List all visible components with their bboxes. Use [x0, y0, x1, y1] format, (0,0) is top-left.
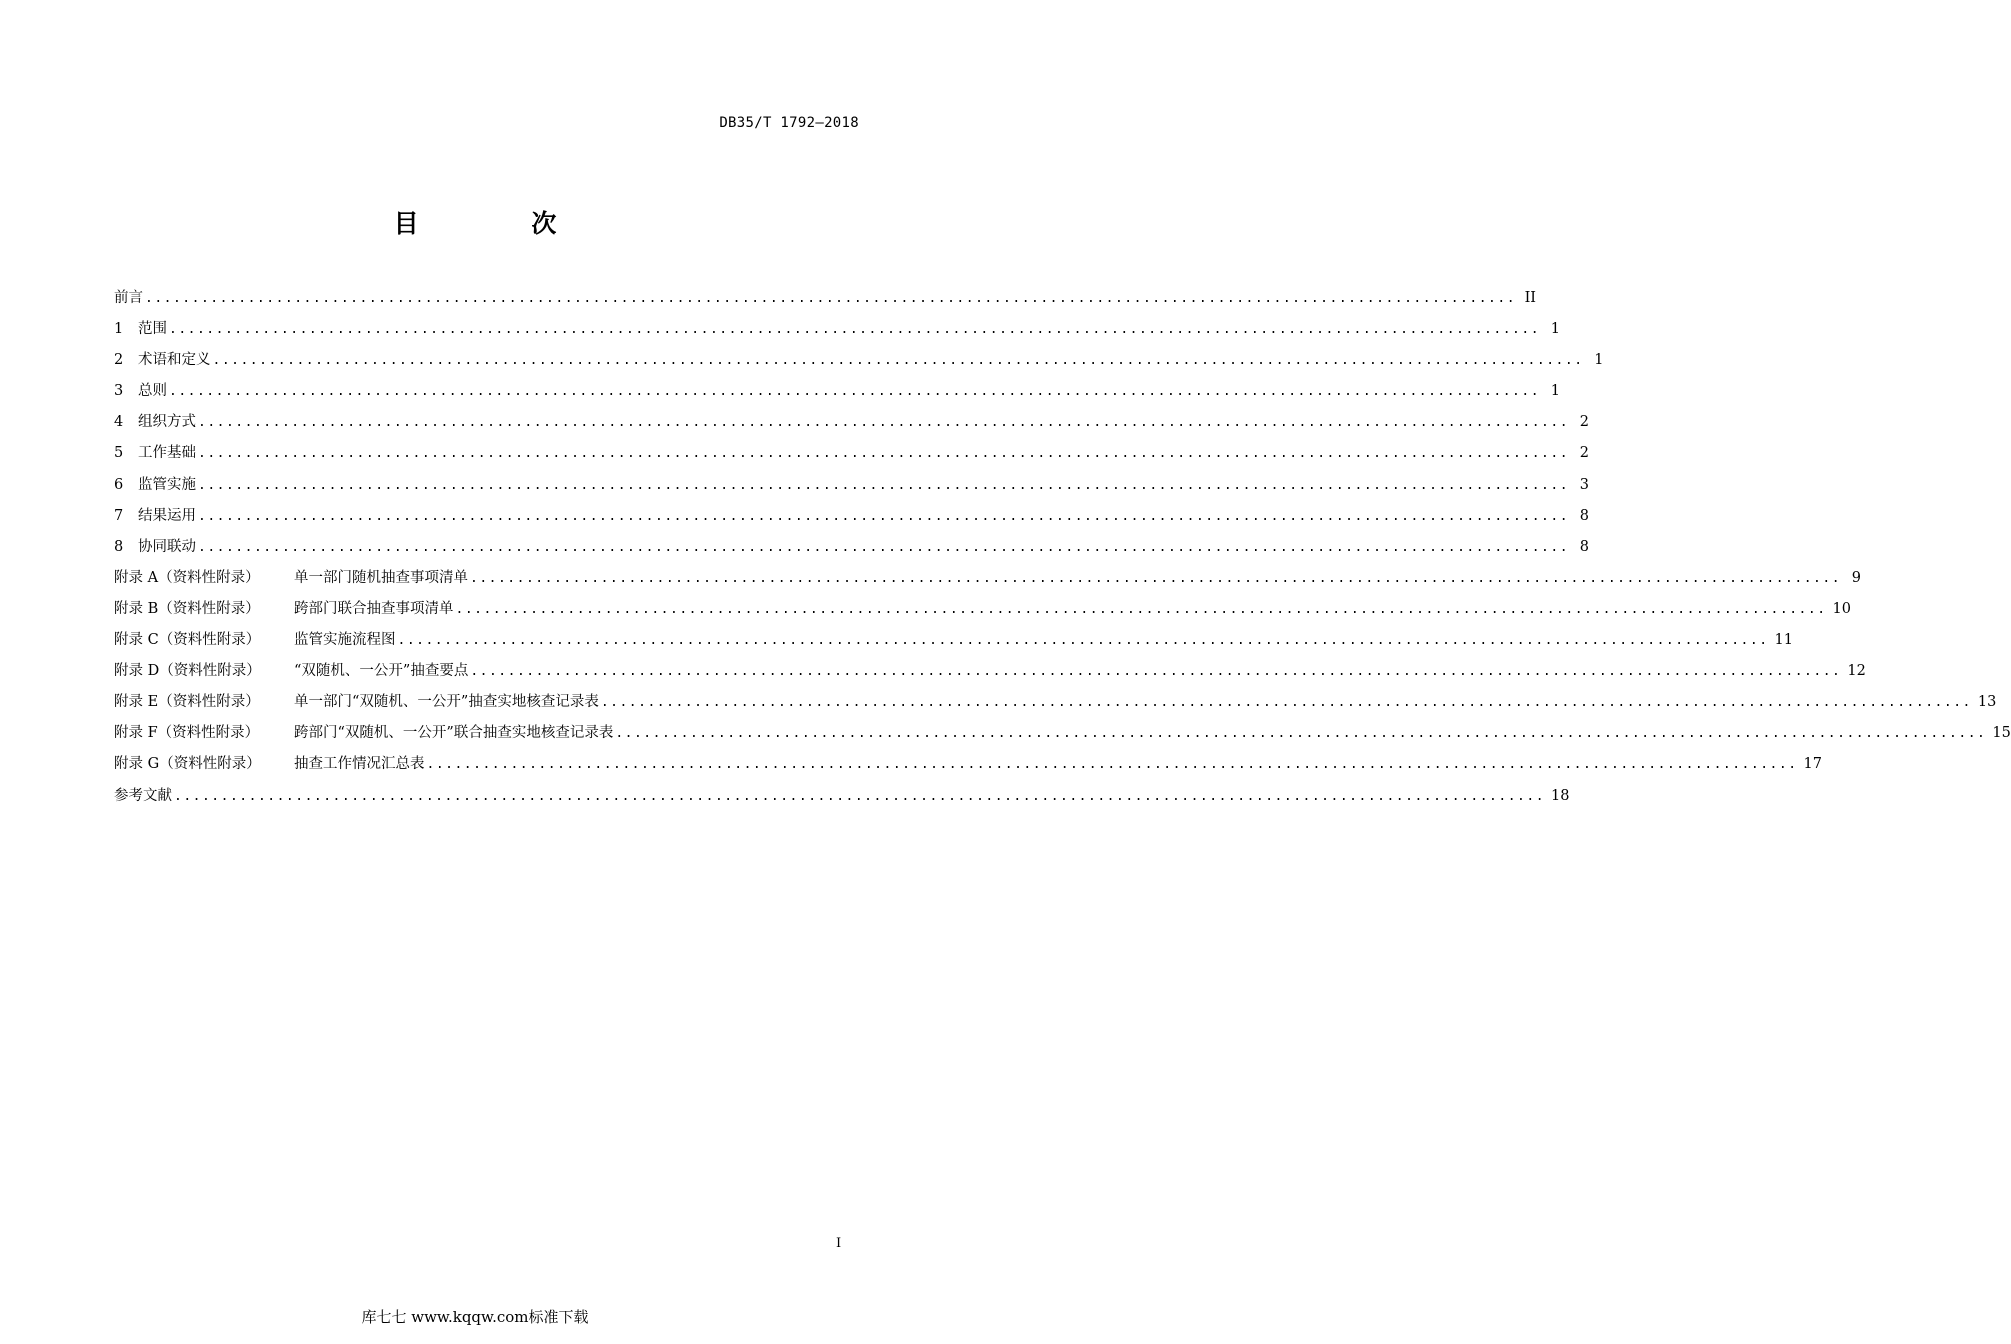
toc-entry-page: 2	[1579, 445, 1590, 462]
dot-leader: ...................................................................................................................................................	[174, 788, 1546, 804]
toc-entry-appendix-g[interactable]	[114, 749, 1822, 780]
dot-leader: ...................................................................................................................................................	[198, 446, 1570, 462]
toc-entry-page: 2	[1579, 414, 1590, 431]
toc-entry-number: 7	[114, 507, 124, 524]
toc-entry-number: 6	[114, 476, 124, 493]
toc-entry-title: 总则	[138, 383, 167, 400]
toc-entry-page: 8	[1579, 507, 1590, 524]
dot-leader: ...................................................................................................................................................	[615, 726, 1987, 742]
dot-leader: ...................................................................................................................................................	[198, 539, 1570, 555]
dot-leader: ...................................................................................................................................................	[169, 322, 1541, 338]
dot-leader: ...................................................................................................................................................	[145, 291, 1517, 306]
standard-code: DB35/T 1792—2018	[719, 115, 859, 131]
toc-entry-number: 8	[114, 538, 124, 555]
toc-entry-5[interactable]	[114, 438, 1590, 469]
toc-entry-appendix-b[interactable]	[114, 594, 1851, 625]
toc-appendix-label: 附录 B（资料性附录）	[114, 600, 260, 617]
toc-entry-title: 术语和定义	[138, 352, 211, 369]
page-number: I	[836, 1236, 842, 1251]
dot-leader: ...................................................................................................................................................	[600, 695, 1972, 711]
dot-leader: ...................................................................................................................................................	[455, 601, 1827, 617]
toc-appendix-label: 附录 C（资料性附录）	[114, 632, 261, 649]
toc-entry-page: 9	[1851, 569, 1862, 586]
toc-entry-page: 1	[1550, 321, 1561, 338]
toc-entry-7[interactable]	[114, 501, 1590, 532]
toc-entry-title: 单一部门随机抽查事项清单	[294, 569, 468, 586]
dot-leader: ...................................................................................................................................................	[198, 415, 1570, 431]
toc-entry-page: 18	[1551, 787, 1570, 804]
toc-entry-page: 10	[1832, 600, 1851, 617]
toc-entry-page: 15	[1992, 725, 2011, 742]
toc-appendix-label: 附录 G（资料性附录）	[114, 756, 261, 773]
toc-entry-title: 监管实施流程图	[294, 632, 396, 649]
dot-leader: ...................................................................................................................................................	[426, 757, 1798, 773]
toc-entry-page: 12	[1847, 663, 1866, 680]
toc-entry-title: 参考文献	[114, 787, 172, 804]
toc-entry-page: 1	[1550, 383, 1561, 400]
toc-entry-title: 跨部门“双随机、一公开”联合抽查实地核查记录表	[294, 725, 614, 742]
dot-leader: ...................................................................................................................................................	[198, 477, 1570, 493]
toc-entry-page: II	[1524, 290, 1537, 306]
table-of-contents	[114, 283, 2011, 812]
dot-leader: ...................................................................................................................................................	[397, 633, 1769, 649]
dot-leader: ...................................................................................................................................................	[212, 353, 1584, 369]
toc-entry-3[interactable]	[114, 376, 1561, 407]
toc-entry-1[interactable]	[114, 314, 1561, 345]
toc-entry-appendix-d[interactable]	[114, 656, 1866, 687]
dot-leader: ...................................................................................................................................................	[470, 664, 1842, 680]
toc-entry-number: 3	[114, 383, 124, 400]
footer-watermark: 库七七 www.kqqw.com标准下载	[361, 1308, 589, 1326]
toc-entry-title: 跨部门联合抽查事项清单	[294, 600, 454, 617]
toc-entry-4[interactable]	[114, 407, 1590, 438]
toc-entry-number: 5	[114, 445, 124, 462]
toc-entry-title: “双随机、一公开”抽查要点	[294, 663, 469, 680]
toc-entry-title: 范围	[138, 321, 167, 338]
toc-entry-page: 3	[1579, 476, 1590, 493]
toc-appendix-label: 附录 F（资料性附录）	[114, 725, 260, 742]
toc-entry-title: 抽查工作情况汇总表	[294, 756, 425, 773]
toc-entry-appendix-c[interactable]	[114, 625, 1793, 656]
toc-appendix-label: 附录 E（资料性附录）	[114, 694, 260, 711]
toc-entry-title: 结果运用	[138, 507, 196, 524]
toc-entry-8[interactable]	[114, 532, 1590, 563]
dot-leader: ...................................................................................................................................................	[169, 384, 1541, 400]
toc-appendix-label: 附录 A（资料性附录）	[114, 569, 260, 586]
toc-entry-title: 单一部门“双随机、一公开”抽查实地核查记录表	[294, 694, 599, 711]
dot-leader: ...................................................................................................................................................	[470, 570, 1842, 586]
toc-entry-appendix-a[interactable]	[114, 563, 1862, 594]
toc-entry-title: 协同联动	[138, 538, 196, 555]
toc-entry-title: 工作基础	[138, 445, 196, 462]
toc-entry-title: 前言	[114, 290, 143, 306]
toc-entry-6[interactable]	[114, 470, 1590, 501]
toc-entry-page: 8	[1579, 538, 1590, 555]
toc-entry-page: 17	[1803, 756, 1822, 773]
toc-entry-number: 1	[114, 321, 124, 338]
toc-entry-references[interactable]	[114, 781, 1570, 812]
toc-entry-number: 2	[114, 352, 124, 369]
page-title: 目 次	[393, 209, 609, 238]
toc-entry-title: 监管实施	[138, 476, 196, 493]
toc-entry-title: 组织方式	[138, 414, 196, 431]
toc-entry-preface[interactable]	[114, 283, 1537, 314]
toc-entry-page: 11	[1774, 632, 1793, 649]
toc-entry-page: 13	[1977, 694, 1997, 711]
toc-entry-appendix-f[interactable]	[114, 718, 2011, 749]
toc-entry-page: 1	[1594, 352, 1604, 369]
toc-entry-appendix-e[interactable]	[114, 687, 1997, 718]
toc-entry-number: 4	[114, 414, 124, 431]
toc-entry-2[interactable]	[114, 345, 1604, 376]
dot-leader: ...................................................................................................................................................	[198, 508, 1570, 524]
toc-appendix-label: 附录 D（资料性附录）	[114, 663, 261, 680]
